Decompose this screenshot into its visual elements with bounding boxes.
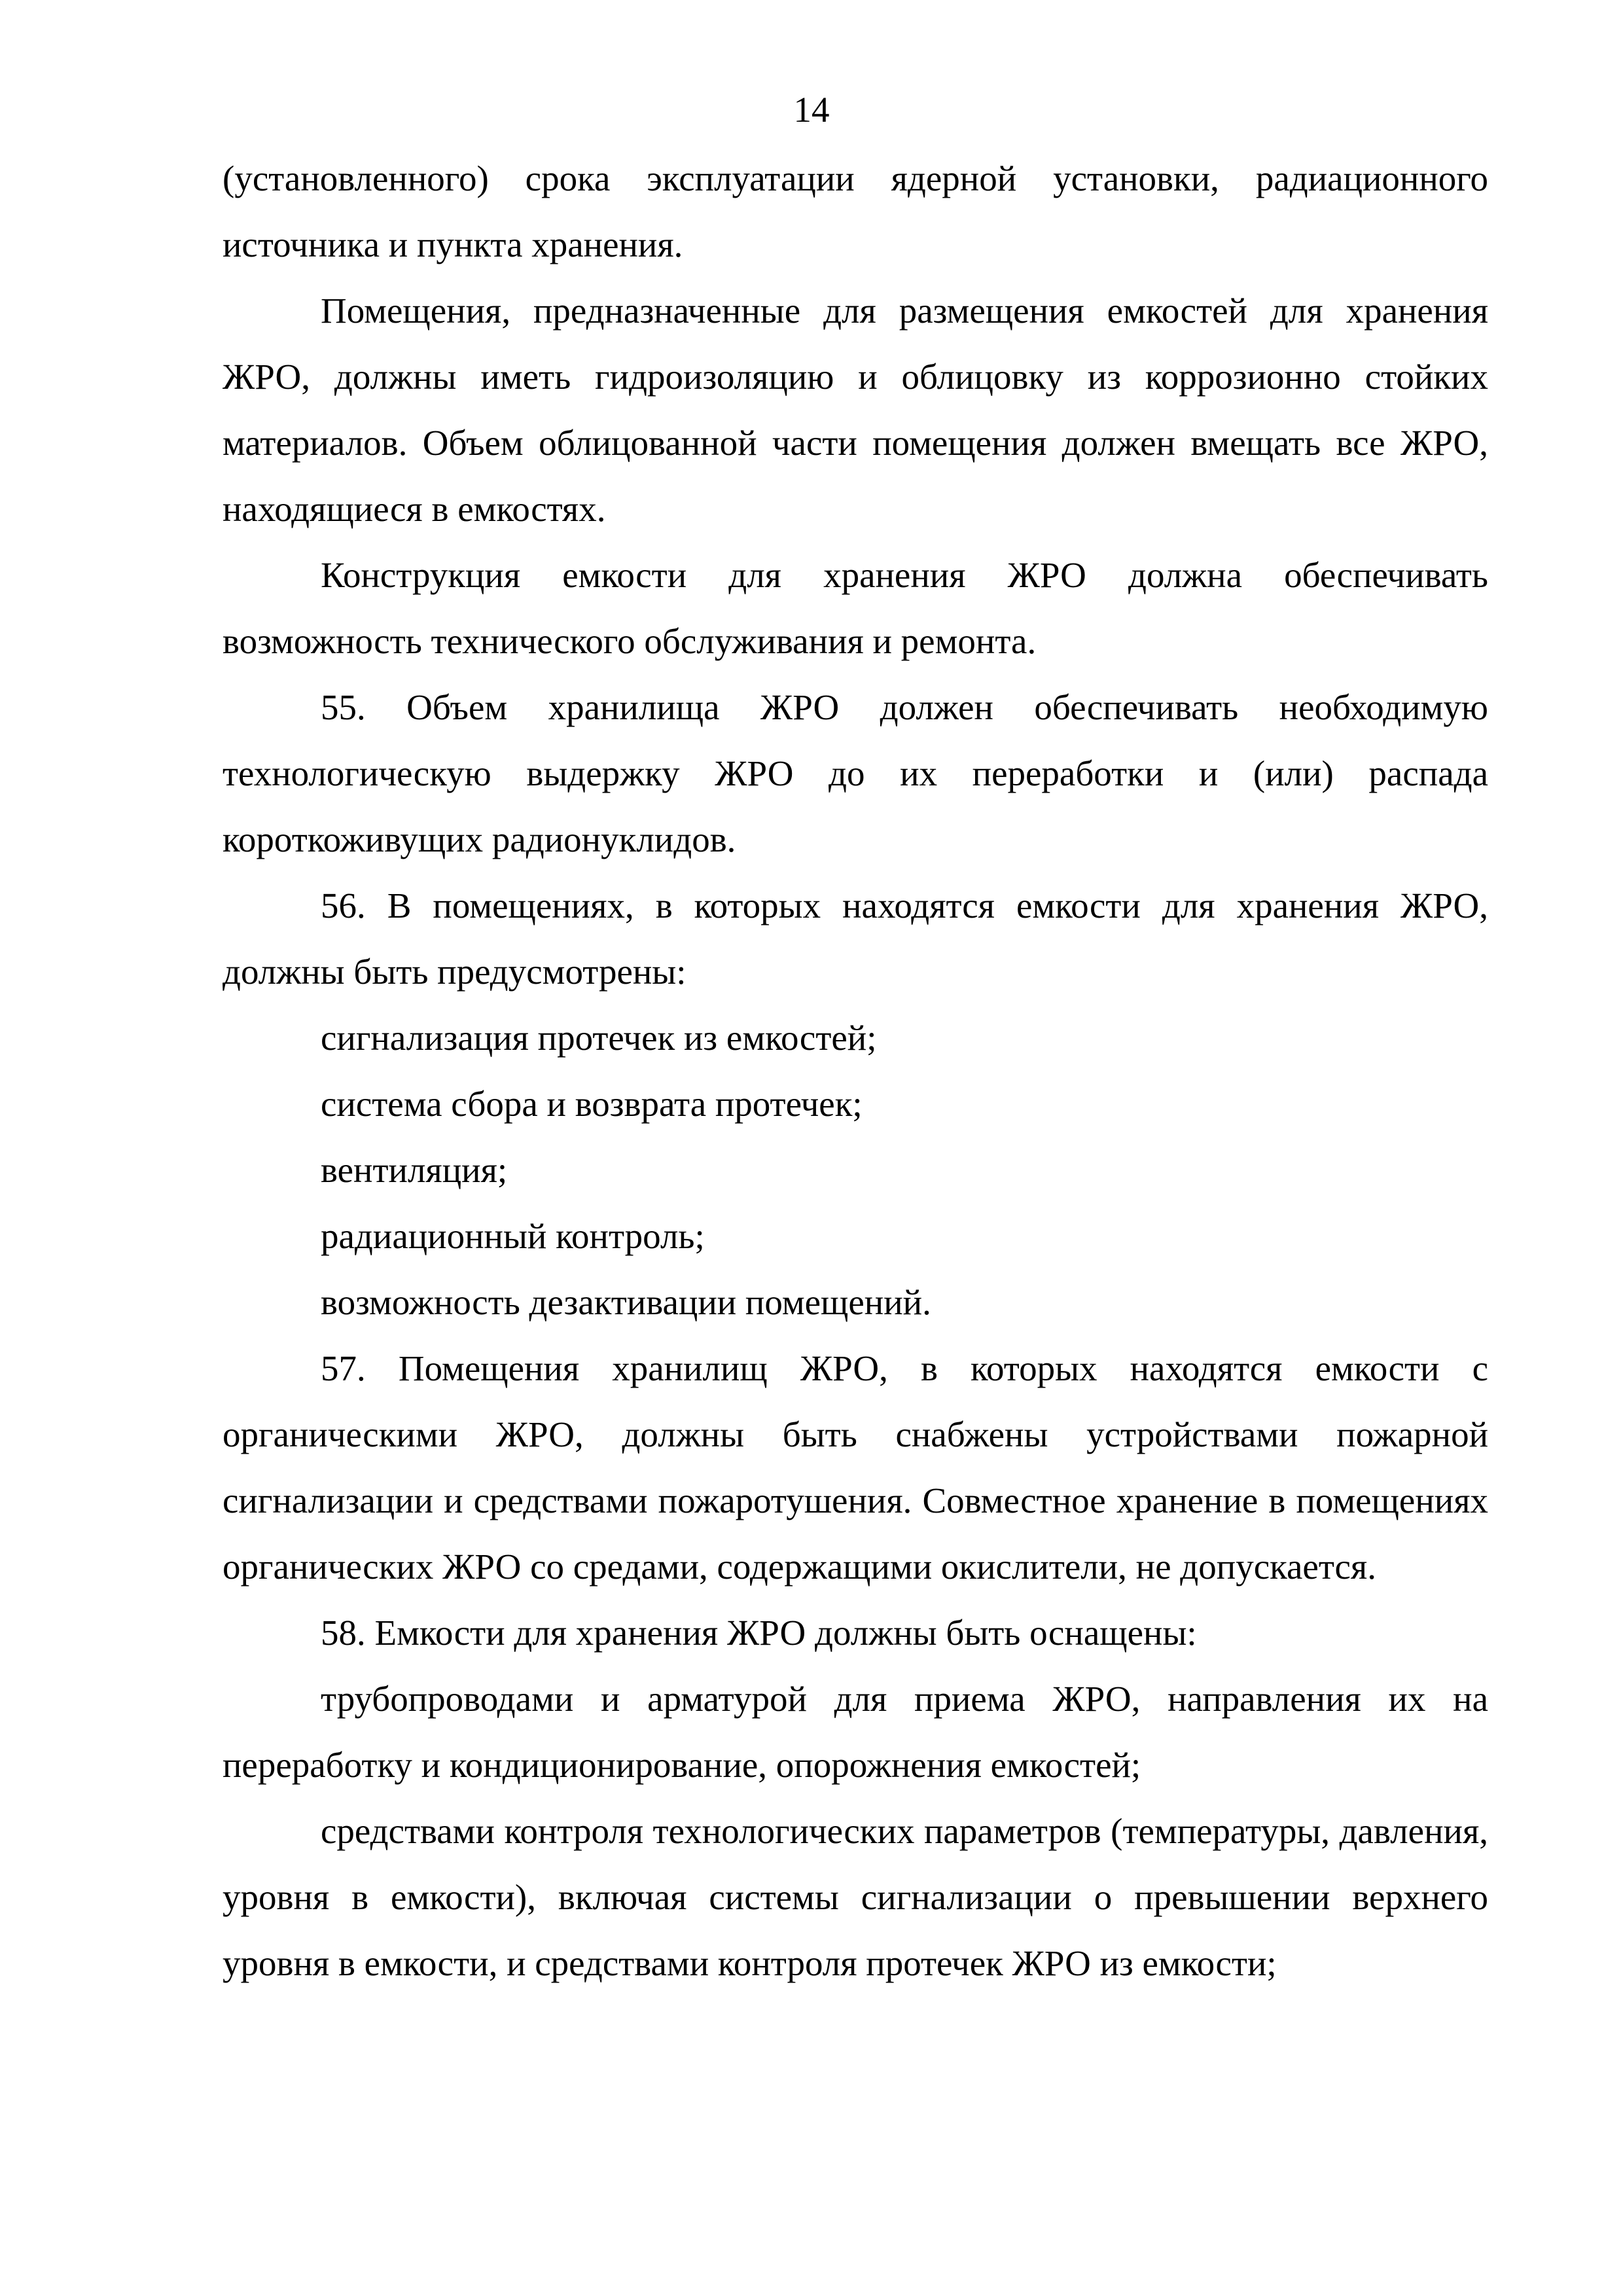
list-item-pipelines: трубопроводами и арматурой для приема ЖРО, направления их на переработку и кондиционирование, опорожнения емкостей; (223, 1679, 1488, 1785)
list-item-radiation-control: радиационный контроль; (321, 1216, 705, 1256)
paragraph-premises-lining: Помещения, предназначенные для размещения емкостей для хранения ЖРО, должны иметь гидроизоляцию и облицовку из коррозионно стойких материалов. Объем облицованной части помещения должен вмещать все ЖРО, находящиеся в емкостях. (223, 291, 1488, 529)
paragraph-tank-design: Конструкция емкости для хранения ЖРО должна обеспечивать возможность технического обслуживания и ремонта. (223, 555, 1488, 661)
page-number: 14 (793, 90, 830, 130)
list-item-leak-collection: система сбора и возврата протечек; (321, 1084, 863, 1124)
list-item-decontamination: возможность дезактивации помещений. (321, 1282, 931, 1322)
list-item-ventilation: вентиляция; (321, 1150, 508, 1190)
paragraph-item-57: 57. Помещения хранилищ ЖРО, в которых находятся емкости с органическими ЖРО, должны быть снабжены устройствами пожарной сигнализации и средствами пожаротушения. Совместное хранение в помещениях органических ЖРО со средами, содержащими окислители, не допускается. (223, 1348, 1488, 1587)
paragraph-item-58: 58. Емкости для хранения ЖРО должны быть оснащены: (321, 1613, 1197, 1653)
paragraph-item-55: 55. Объем хранилища ЖРО должен обеспечивать необходимую технологическую выдержку ЖРО до их переработки и (или) распада короткоживущих радионуклидов. (223, 687, 1488, 859)
list-item-leak-alarm: сигнализация протечек из емкостей; (321, 1018, 877, 1058)
document-body (223, 145, 1488, 1996)
paragraph-item-56: 56. В помещениях, в которых находятся емкости для хранения ЖРО, должны быть предусмотрены: (223, 886, 1488, 992)
list-item-monitoring: средствами контроля технологических параметров (температуры, давления, уровня в емкости), включая системы сигнализации о превышении верхнего уровня в емкости, и средствами контроля протечек ЖРО из емкости; (223, 1811, 1488, 1983)
paragraph-continuation: (установленного) срока эксплуатации ядерной установки, радиационного источника и пункта хранения. (223, 158, 1488, 264)
